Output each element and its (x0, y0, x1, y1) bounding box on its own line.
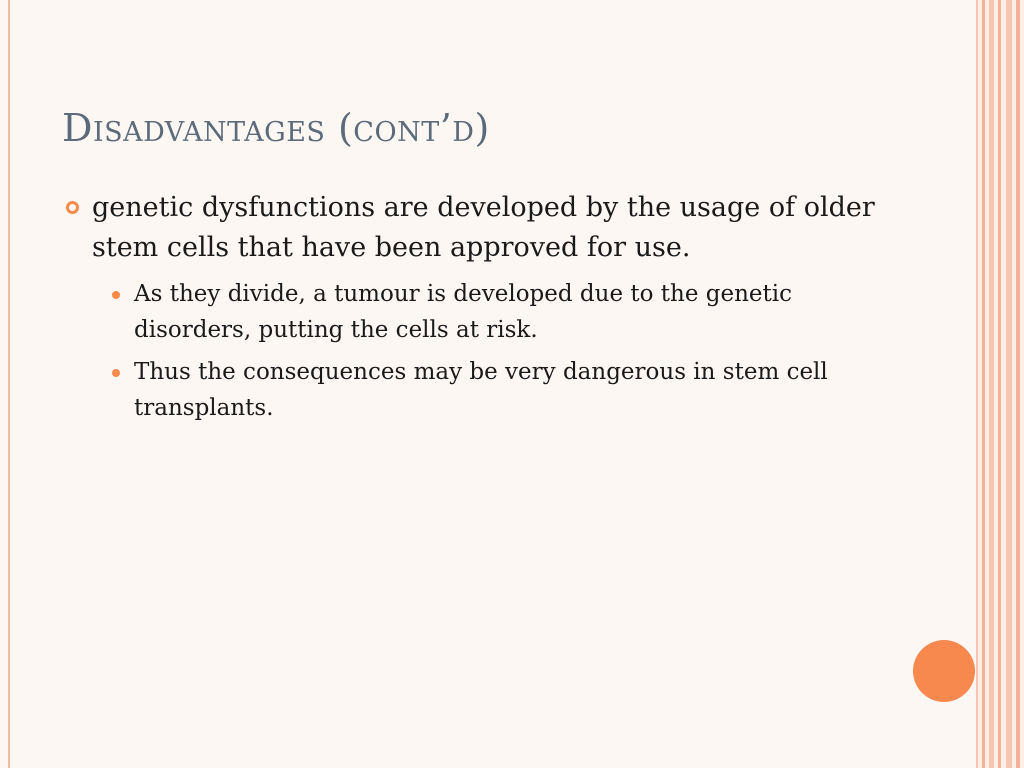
stripe (1006, 0, 1012, 768)
slide-title: Disadvantages (cont’d) (62, 106, 490, 150)
sub-bullet-item (104, 276, 882, 348)
stripe (976, 0, 978, 768)
sub-bullet-list (62, 276, 882, 426)
decorative-orange-circle (913, 640, 975, 702)
sub-bullet-item (104, 354, 882, 426)
stripe (982, 0, 985, 768)
right-decorative-stripes (976, 0, 1024, 768)
dot-bullet-icon (112, 369, 120, 377)
dot-bullet-icon (112, 291, 120, 299)
left-border-line (8, 0, 10, 768)
stripe (998, 0, 1001, 768)
bullet-item (62, 188, 882, 268)
ring-bullet-icon (66, 201, 79, 214)
sub-bullet-text: As they divide, a tumour is developed due to the genetic disorders, putting the cells at risk. (134, 281, 792, 343)
sub-bullet-text: Thus the consequences may be very dangerous in stem cell transplants. (134, 359, 828, 421)
bullet-text: genetic dysfunctions are developed by the usage of older stem cells that have been approved for use. (92, 192, 875, 263)
stripe (989, 0, 994, 768)
slide-content (62, 188, 882, 432)
stripe (1016, 0, 1020, 768)
